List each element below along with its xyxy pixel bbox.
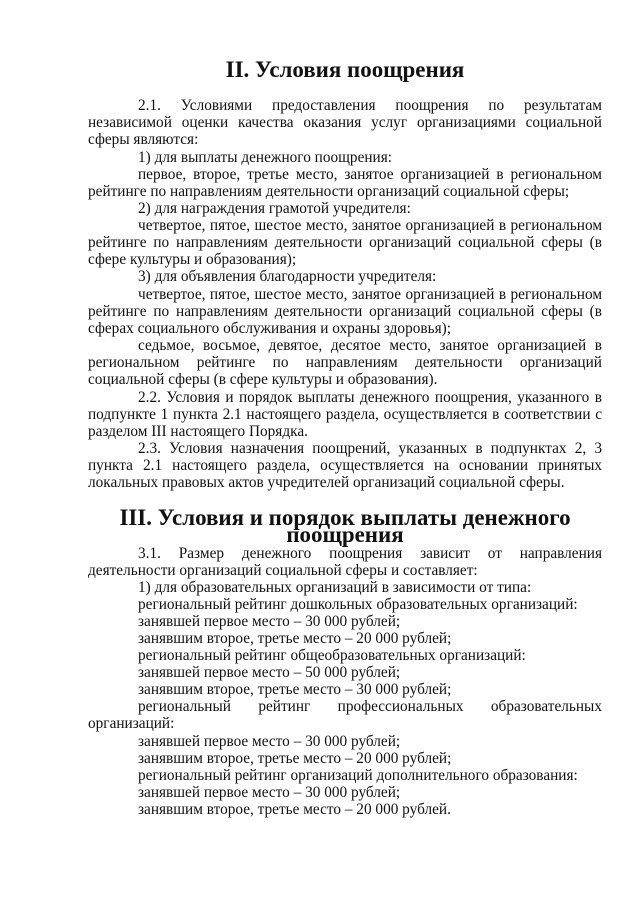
professional-rating: региональный рейтинг профессиональных образовательных организаций: (88, 698, 602, 733)
section-3-heading: III. Условия и порядок выплаты денежного поощрения (119, 505, 571, 548)
paragraph-2-3: 2.3. Условия назначения поощрений, указанных в подпунктах 2, 3 пункта 2.1 настоящего раздела, осуществляется на основании принятых локальных правовых актов учредителей организаций социальной сферы. (88, 440, 602, 492)
general-first-place: занявшей первое место – 50 000 рублей; (138, 664, 401, 681)
preschool-second-third-place: занявшим второе, третье место – 20 000 рублей; (138, 630, 452, 647)
item-3-title: 3) для объявления благодарности учредителя: (138, 268, 437, 285)
preschool-first-place: занявшей первое место – 30 000 рублей; (138, 613, 401, 630)
additional-education-rating: региональный рейтинг организаций дополнительного образования: (138, 767, 578, 784)
general-second-third-place: занявшим второе, третье место – 30 000 рублей; (138, 681, 452, 698)
preschool-rating: региональный рейтинг дошкольных образовательных организаций: (138, 596, 578, 613)
paragraph-3-1: 3.1. Размер денежного поощрения зависит от направления деятельности организаций социальной сферы и составляет: (88, 545, 602, 580)
item-1-title: 1) для выплаты денежного поощрения: (138, 149, 393, 166)
professional-second-third-place: занявшим второе, третье место – 20 000 рублей; (138, 750, 452, 767)
additional-education-second-third-place: занявшим второе, третье место – 20 000 рублей. (138, 801, 451, 818)
edu-intro: 1) для образовательных организаций в зависимости от типа: (138, 579, 532, 596)
item-2-text: четвертое, пятое, шестое место, занятое организацией в региональном рейтинге по направлениям деятельности организаций социальной сферы (в сфере культуры и образования); (88, 217, 602, 269)
additional-education-first-place: занявшей первое место – 30 000 рублей; (138, 784, 401, 801)
paragraph-2-2: 2.2. Условия и порядок выплаты денежного поощрения, указанного в подпункте 1 пункта 2.1 настоящего раздела, осуществляется в соответствии с разделом III настоящего Порядка. (88, 389, 602, 441)
section-2-heading: II. Условия поощрения (225, 57, 465, 82)
professional-first-place: занявшей первое место – 30 000 рублей; (138, 733, 401, 750)
item-1-text: первое, второе, третье место, занятое организацией в региональном рейтинге по направлениям деятельности организаций социальной сферы; (88, 166, 602, 201)
item-3-text-b: седьмое, восьмое, девятое, десятое место, занятое организацией в региональном рейтинге по направлениям деятельности организаций социальной сферы (в сфере культуры и образования). (88, 337, 602, 389)
item-3-text-a: четвертое, пятое, шестое место, занятое организацией в региональном рейтинге по направлениям деятельности организаций социальной сферы (в сферах социального обслуживания и охраны здоровья); (88, 286, 602, 338)
general-rating: региональный рейтинг общеобразовательных организаций: (138, 647, 526, 664)
item-2-title: 2) для награждения грамотой учредителя: (138, 200, 411, 217)
paragraph-2-1: 2.1. Условиями предоставления поощрения по результатам независимой оценки качества оказания услуг организациями социальной сферы являются: (88, 97, 602, 149)
